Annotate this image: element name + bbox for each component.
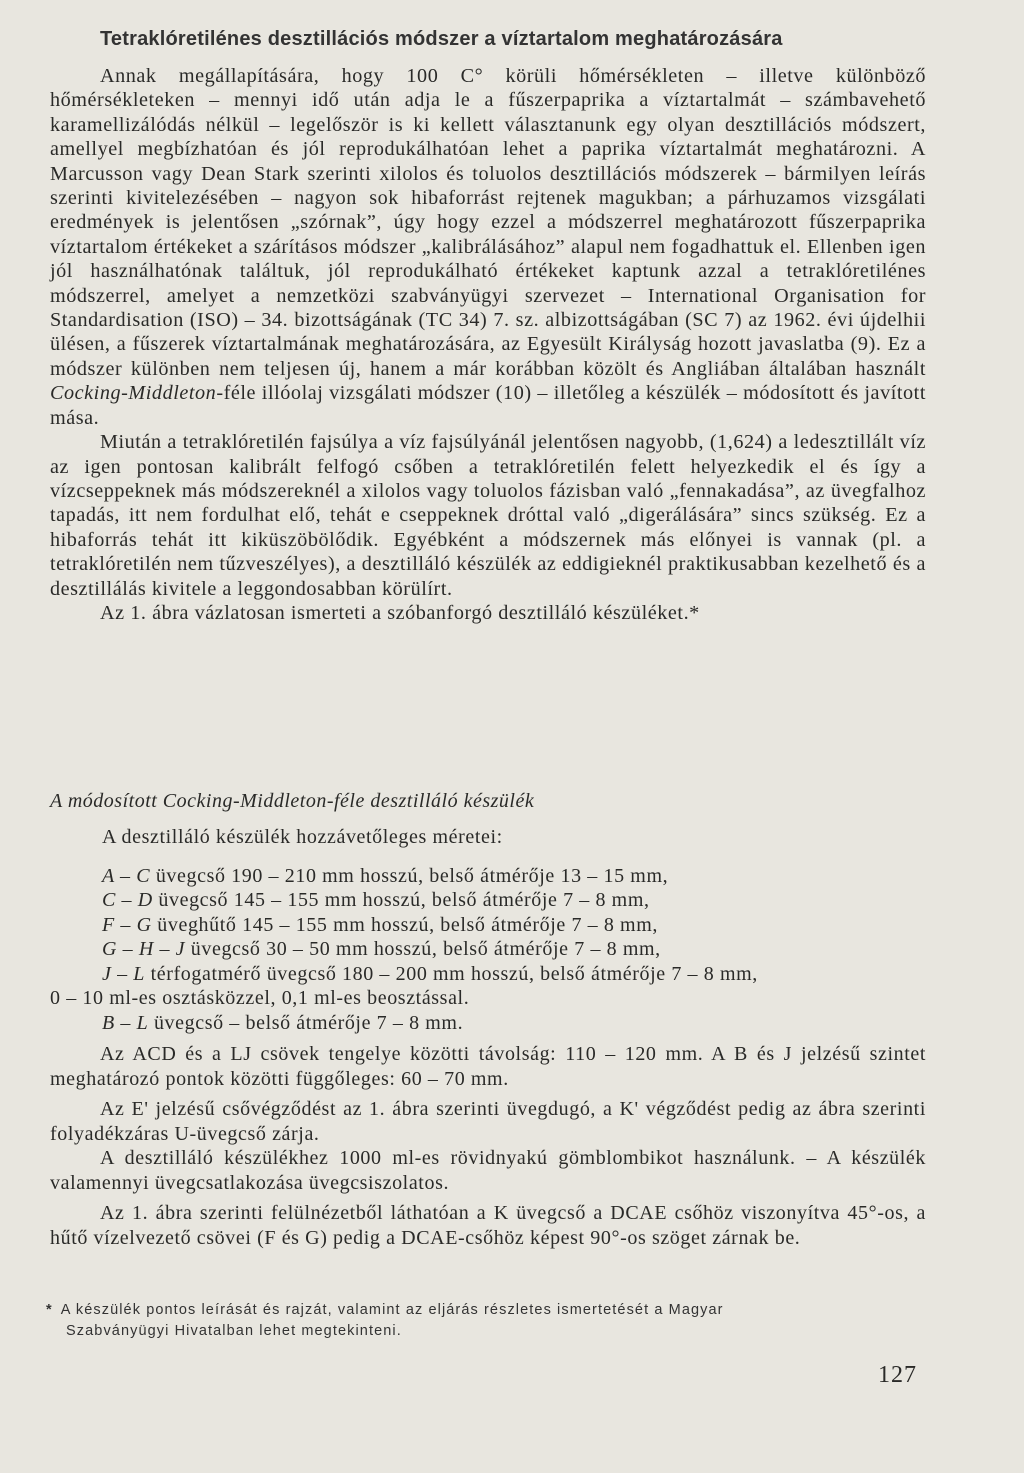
italic-name: Cocking-Middleton: [50, 382, 217, 405]
note-4: Az 1. ábra szerinti felülnézetből láthatóan a K üvegcső a DCAE csőhöz viszonyítva 45°-os, a hűtő vízelvezető csövei (F és G) pedig a DCAE-csőhöz képest 90°-os szöget zárnak be.: [50, 1202, 926, 1249]
paragraph-3: Az 1. ábra vázlatosan ismerteti a szóbanforgó desztilláló készüléket.*: [100, 601, 700, 624]
size-text: üvegcső 30 – 50 mm hosszú, belső átmérője 7 – 8 mm,: [190, 938, 661, 960]
paragraph-1-cont: -féle illóolaj vizsgálati módszer (10) – illetőleg a készülék – módosított és javított mása.: [50, 382, 926, 429]
note-2: Az E' jelzésű csővégződést az 1. ábra szerinti üvegdugó, a K' végződést pedig az ábra szerinti folyadékzáras U-üvegcső zárja.: [50, 1098, 926, 1145]
size-item: [50, 963, 926, 988]
sizes-intro: A desztilláló készülék hozzávetőleges méretei:: [102, 826, 503, 848]
size-label: J – L: [102, 962, 145, 985]
notes: [50, 1042, 926, 1256]
size-label: C – D: [102, 889, 153, 911]
paragraph-1-text: Annak megállapítására, hogy 100 C° körüli hőmérsékleten – illetve különböző hőmérsékleteken – mennyi idő után adja le a fűszerpaprika a víztartalmát – számbavehető karamellizálódás nélkül – legelőször is ki kellett választanunk egy olyan desztillációs módszert, amellyel megbízhatóan és jól reprodukálhatóan lehet a paprika víztartalmát meghatározni. A Marcusson vagy Dean Stark szerinti xilolos és toluolos desztillációs módszerek – bármilyen leírás szerinti kivitelezésében – nagyon sok hibaforrást rejtenek magukban; a párhuzamos vizsgálati eredmények is jelentősen „szórnak”, úgy hogy ezzel a módszerrel meghatározott fűszerpaprika víztartalom értékeket a szárításos módszer „kalibrálásához” alapul nem fogadhattuk el. Ellenben igen jól használhatónak találtuk, jól reprodukálható értékeket kaptunk azzal a tetraklóretilénes módszerrel, amelyet a nemzetközi szabványügyi szervezet – International Organisation for Standardisation (ISO) – 34. bizottságának (TC 34) 7. sz. albizottságában (SC 7) az 1962. évi újdelhii ülésen, a fűszerek víztartalmának meghatározására, az Egyesült Királyság hozott javaslatba (9). Ez a módszer különben nem teljesen új, hanem a már korábban közölt és Angliában általában használt: [50, 65, 927, 380]
size-label: G – H – J: [102, 938, 186, 960]
size-item: [50, 889, 926, 914]
size-label: F – G: [102, 913, 152, 936]
paragraph-1: [50, 64, 926, 430]
size-item: [50, 914, 926, 939]
size-label: A – C: [102, 864, 151, 887]
note-3: A desztilláló készülékhez 1000 ml-es rövidnyakú gömblombikot használunk. – A készülék valamennyi üvegcsatlakozása üvegcsiszolatos.: [50, 1147, 926, 1194]
size-text: üvegcső 145 – 155 mm hosszú, belső átmérője 7 – 8 mm,: [158, 889, 650, 911]
size-text: üvegcső – belső átmérője 7 – 8 mm.: [153, 1011, 464, 1034]
section-title: A módosított Cocking-Middleton-féle desztilláló készülék: [50, 790, 535, 812]
footnote: [46, 1300, 926, 1342]
footnote-text-1: A készülék pontos leírását és rajzát, valamint az eljárás részletes ismertetését a Magyar: [60, 1302, 724, 1318]
size-item: [50, 987, 926, 1012]
size-text: 0 – 10 ml-es osztásközzel, 0,1 ml-es beosztással.: [50, 987, 470, 1009]
size-item: [50, 938, 926, 963]
size-item: [50, 1012, 926, 1037]
size-text: térfogatmérő üvegcső 180 – 200 mm hosszú, belső átmérője 7 – 8 mm,: [150, 962, 758, 985]
page-number: 127: [878, 1362, 917, 1388]
body-text: [50, 64, 926, 625]
size-text: üveghűtő 145 – 155 mm hosszú, belső átmérője 7 – 8 mm,: [157, 913, 658, 936]
footnote-marker: *: [46, 1302, 53, 1318]
paragraph-2: Miután a tetraklóretilén fajsúlya a víz fajsúlyánál jelentősen nagyobb, (1,624) a ledesztillált víz az igen pontosan kalibrált felfogó csőben a tetraklóretilén felett helyezkedik el és így a vízcseppeknek más módszereknél a xilolos vagy toluolos fázisban való „fennakadása”, az üvegfalhoz tapadás, itt nem fordulhat elő, tehát e cseppeknek dróttal való „digerálására” sincs szükség. Ez a hibaforrás tehát itt kiküszöbölődik. Egyébként a módszernek más előnyei is vannak (pl. a tetraklóretilén nem tűzveszélyes), a desztilláló készülék az eddigieknél praktikusabban kezelhető és a desztillálás kivitele a leggondosabban körülírt.: [50, 431, 926, 600]
size-label: B – L: [102, 1011, 149, 1034]
footnote-line-2: Szabványügyi Hivatalban lehet megtekinteni.: [66, 1323, 402, 1339]
size-text: üvegcső 190 – 210 mm hosszú, belső átmérője 13 – 15 mm,: [155, 864, 669, 887]
size-item: [50, 865, 926, 890]
sizes-list: [50, 826, 926, 1036]
note-1: Az ACD és a LJ csövek tengelye közötti távolság: 110 – 120 mm. A B és J jelzésű szintet meghatározó pontok közötti függőleges: 60 – 70 mm.: [50, 1043, 926, 1090]
page-title: Tetraklóretilénes desztillációs módszer a víztartalom meghatározására: [100, 28, 783, 50]
footnote-line-1: [46, 1300, 926, 1321]
